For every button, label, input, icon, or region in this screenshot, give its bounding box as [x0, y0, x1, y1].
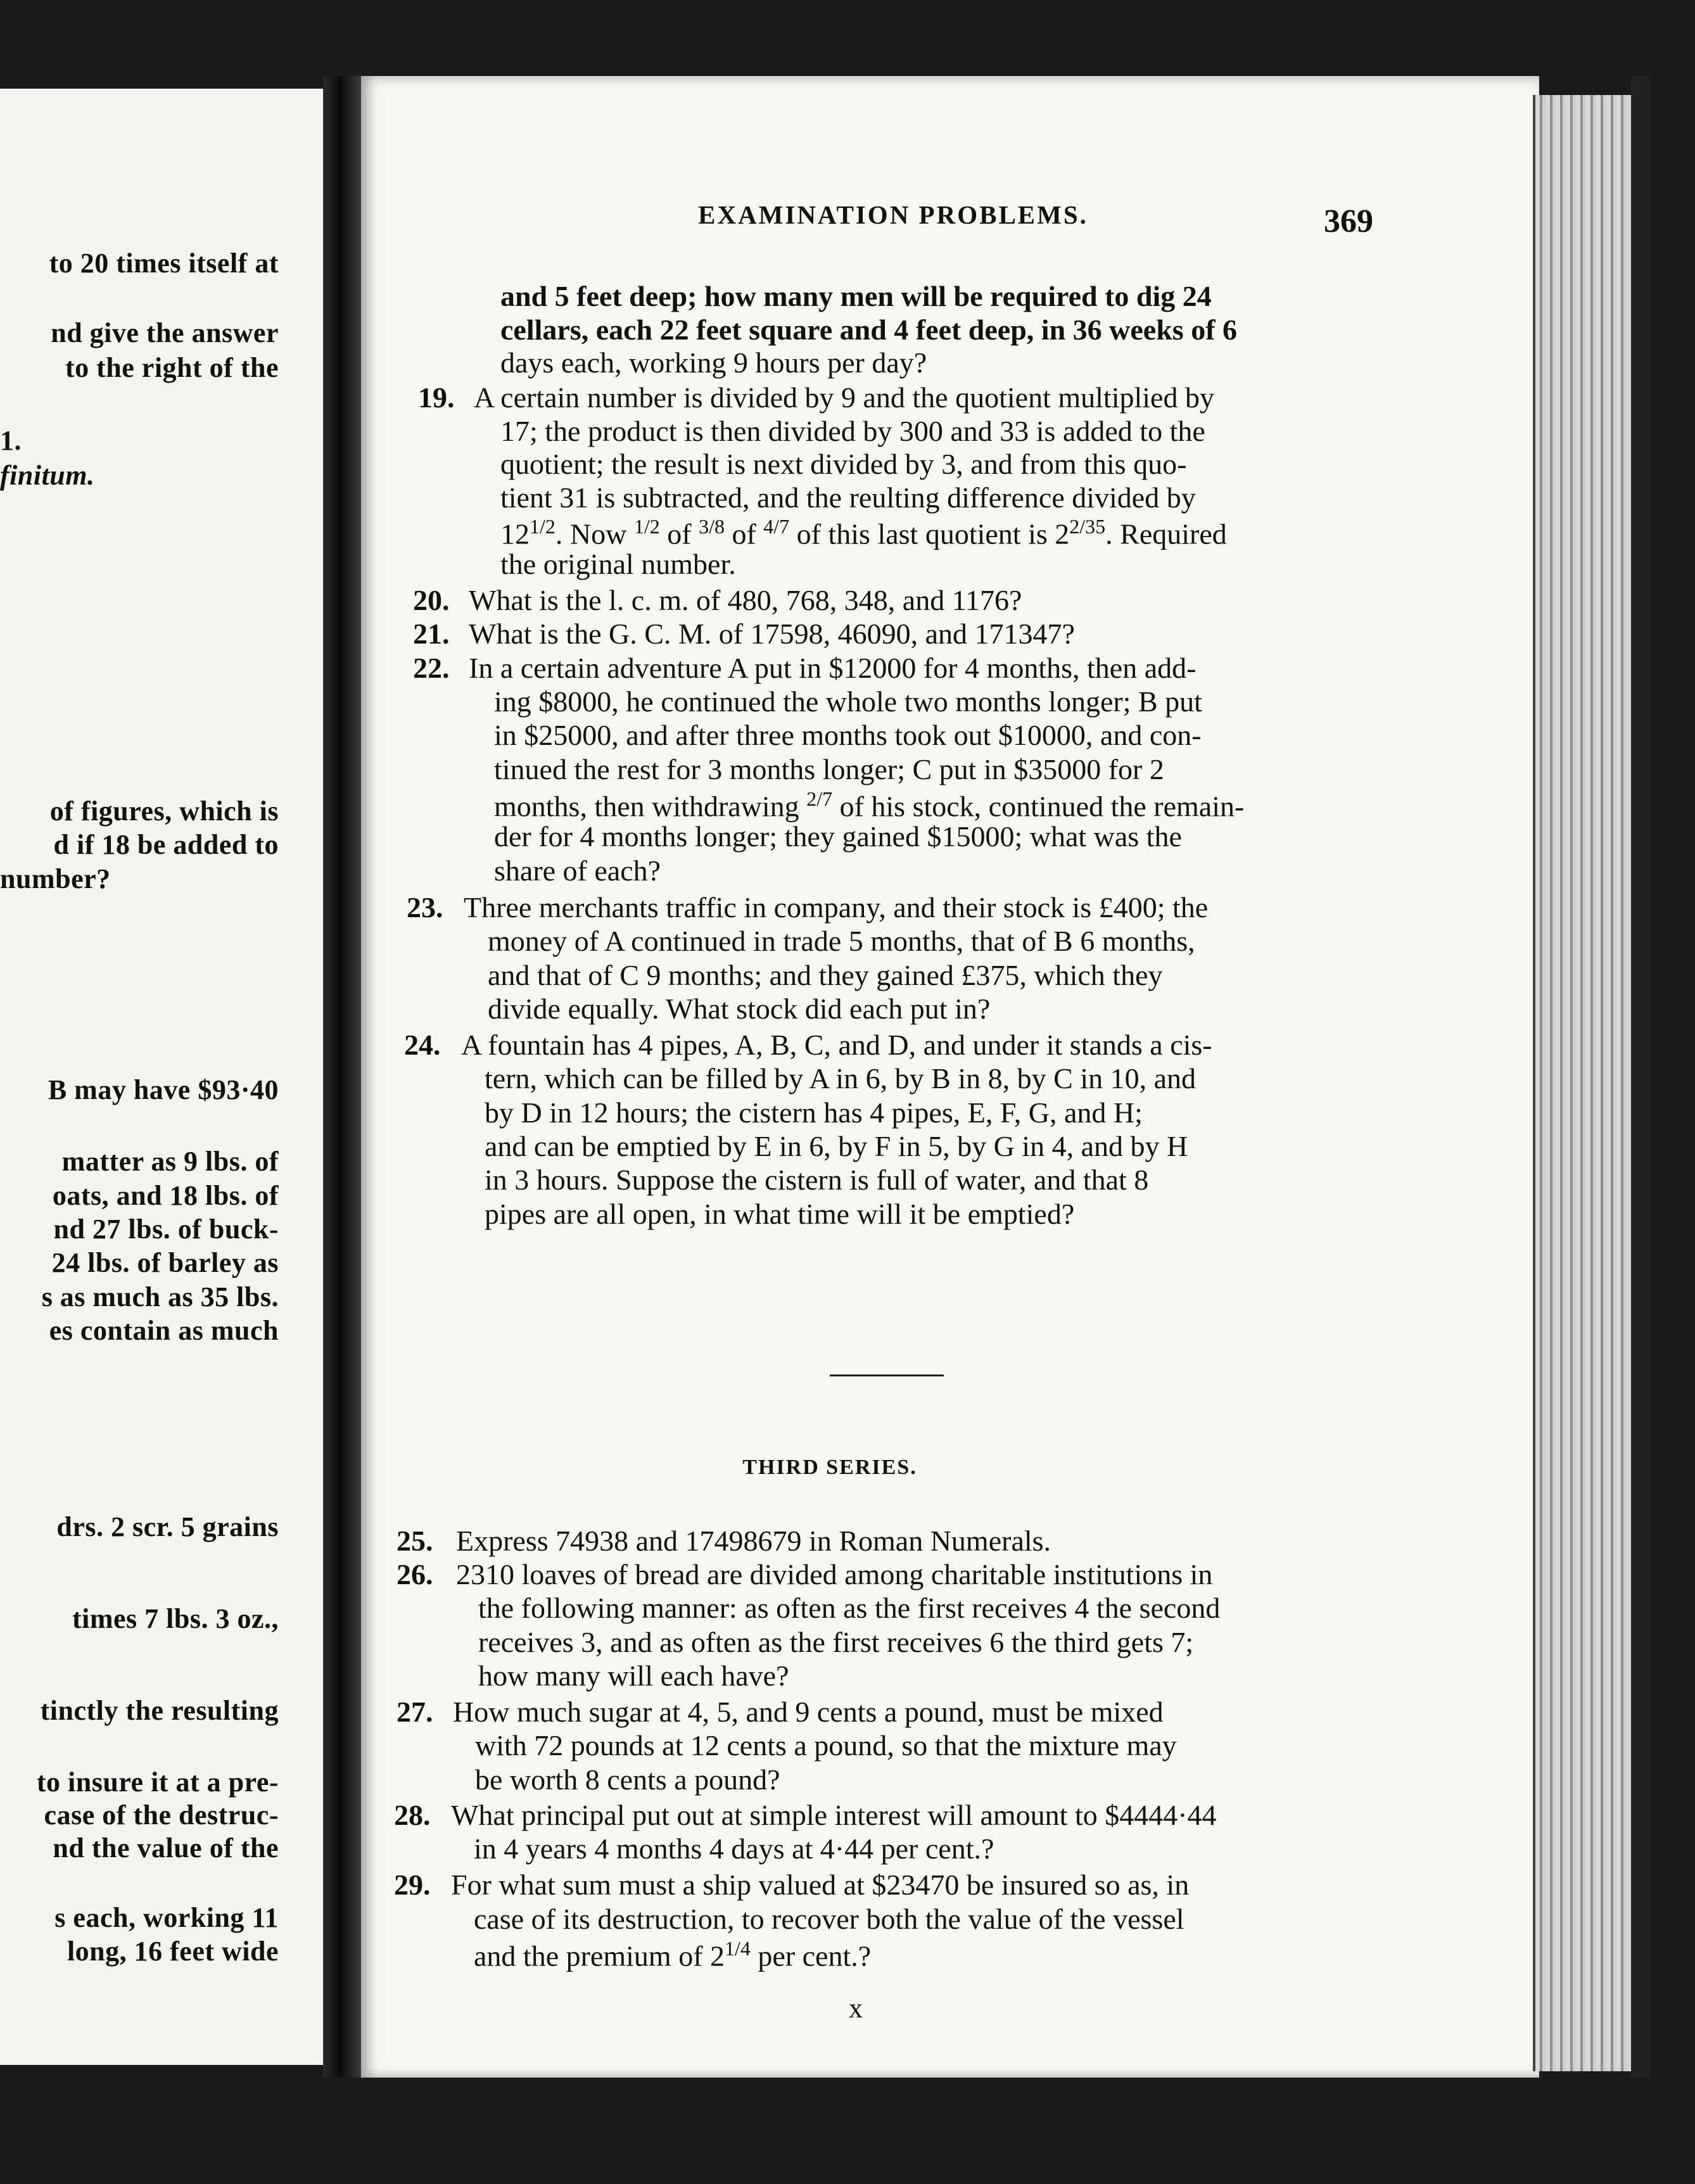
text-run: 12: [500, 517, 530, 550]
text-run: . Now: [555, 517, 634, 550]
fraction: 1/4: [725, 1937, 751, 1960]
text-line: days each, working 9 hours per day?: [500, 346, 927, 379]
left-page: [0, 89, 327, 2065]
text-line: receives 3, and as often as the first receives 6 the third gets 7;: [478, 1626, 1194, 1658]
text-line: with 72 pounds at 12 cents a pound, so that the mixture may: [475, 1729, 1177, 1762]
problem-number: 27.: [397, 1696, 433, 1728]
text-run: of: [724, 517, 764, 550]
text-line: How much sugar at 4, 5, and 9 cents a pound, must be mixed: [453, 1696, 1164, 1728]
text-line: For what sum must a ship valued at $23470 be insured so as, in: [451, 1869, 1190, 1901]
left-fragment: long, 16 feet wide: [67, 1936, 279, 1967]
left-fragment: B may have $93·40: [48, 1074, 279, 1105]
problem-number: 19.: [418, 381, 455, 414]
fraction: 2/35: [1069, 515, 1106, 538]
text-line: and can be emptied by E in 6, by F in 5, by G in 4, and by H: [485, 1130, 1188, 1162]
text-line: 17; the product is then divided by 300 and 33 is added to the: [500, 415, 1205, 447]
left-fragment: drs. 2 scr. 5 grains: [56, 1511, 279, 1542]
fraction: 4/7: [763, 515, 790, 538]
text-line: What principal put out at simple interest will amount to $4444·44: [451, 1799, 1217, 1831]
problem-number: 22.: [413, 652, 450, 684]
left-fragment: to the right of the: [65, 352, 279, 383]
text-line: A fountain has 4 pipes, A, B, C, and D, and under it stands a cis-: [461, 1029, 1212, 1061]
text-line: divide equally. What stock did each put in?: [488, 993, 991, 1025]
text-line: and 5 feet deep; how many men will be required to dig 24: [500, 280, 1212, 312]
fraction: 1/2: [530, 515, 555, 538]
text-line: tinued the rest for 3 months longer; C put in $35000 for 2: [494, 753, 1164, 785]
text-line: In a certain adventure A put in $12000 for 4 months, then add-: [469, 652, 1197, 684]
problem-number: 24.: [404, 1029, 441, 1061]
text-line: how many will each have?: [478, 1660, 789, 1692]
text-line: der for 4 months longer; they gained $15000; what was the: [494, 820, 1182, 853]
problem-number: 29.: [394, 1869, 431, 1901]
text-line: 2310 loaves of bread are divided among charitable institutions in: [456, 1558, 1213, 1590]
text-run: per cent.?: [750, 1940, 872, 1972]
left-fragment: s as much as 35 lbs.: [41, 1281, 279, 1312]
left-fragment: 24 lbs. of barley as: [51, 1247, 279, 1278]
left-fragment: nd 27 lbs. of buck-: [53, 1214, 279, 1245]
text-line: ing $8000, he continued the whole two months longer; B put: [494, 685, 1202, 718]
fraction: 1/2: [633, 515, 660, 538]
text-run: of his stock, continued the remain-: [832, 790, 1245, 823]
left-fragment: d if 18 be added to: [53, 829, 279, 860]
text-line: Express 74938 and 17498679 in Roman Numerals.: [456, 1525, 1051, 1557]
text-line: and that of C 9 months; and they gained £375, which they: [488, 959, 1163, 991]
problem-number: 26.: [397, 1558, 433, 1590]
problem-number: 25.: [397, 1525, 433, 1557]
running-title: EXAMINATION PROBLEMS.: [698, 200, 1088, 229]
text-run: of: [659, 517, 699, 550]
left-fragment: number?: [0, 863, 111, 894]
text-line: What is the l. c. m. of 480, 768, 348, and 1176?: [469, 584, 1022, 616]
left-fragment: finitum.: [0, 460, 95, 491]
section-heading: THIRD SERIES.: [742, 1456, 917, 1479]
text-line: [500, 516, 1227, 549]
text-line: [494, 789, 1244, 821]
left-fragment: es contain as much: [49, 1315, 279, 1346]
left-fragment: to insure it at a pre-: [36, 1767, 279, 1798]
left-fragment: tinctly the resulting: [40, 1695, 279, 1726]
page-number: 369: [1324, 203, 1373, 239]
text-line: be worth 8 cents a pound?: [475, 1763, 780, 1796]
text-run: . Required: [1105, 517, 1227, 550]
left-fragment: 1.: [0, 425, 22, 456]
page: [361, 76, 1539, 2078]
text-line: share of each?: [494, 854, 661, 887]
text-run: months, then withdrawing: [494, 790, 807, 823]
section-rule: [830, 1375, 944, 1376]
left-fragment: times 7 lbs. 3 oz.,: [72, 1603, 279, 1634]
text-line: in 3 hours. Suppose the cistern is full of water, and that 8: [485, 1164, 1149, 1196]
text-line: in 4 years 4 months 4 days at 4·44 per cent.?: [474, 1832, 994, 1865]
left-fragment: nd the value of the: [53, 1832, 279, 1863]
text-line: the original number.: [500, 548, 736, 580]
left-fragment: nd give the answer: [51, 317, 279, 348]
text-line: cellars, each 22 feet square and 4 feet deep, in 36 weeks of 6: [500, 314, 1238, 346]
bottom-mark: x: [849, 1993, 863, 2024]
text-line: [474, 1938, 871, 1971]
problem-number: 23.: [407, 891, 443, 924]
text-line: in $25000, and after three months took out $10000, and con-: [494, 719, 1202, 751]
problem-number: 21.: [413, 618, 450, 650]
problem-number: 28.: [394, 1799, 431, 1831]
text-run: of this last quotient is 2: [789, 517, 1070, 550]
text-line: money of A continued in trade 5 months, that of B 6 months,: [488, 925, 1195, 957]
left-fragment: oats, and 18 lbs. of: [52, 1180, 279, 1211]
text-line: tern, which can be filled by A in 6, by B in 8, by C in 10, and: [485, 1062, 1197, 1095]
left-fragment: s each, working 11: [54, 1902, 279, 1933]
text-line: case of its destruction, to recover both the value of the vessel: [474, 1903, 1184, 1935]
left-fragment: matter as 9 lbs. of: [61, 1146, 279, 1177]
text-line: A certain number is divided by 9 and the quotient multiplied by: [474, 381, 1214, 414]
text-line: quotient; the result is next divided by 3, and from this quo-: [500, 448, 1187, 480]
text-line: pipes are all open, in what time will it be emptied?: [485, 1198, 1075, 1230]
book-gutter: [323, 76, 361, 2078]
problem-number: 20.: [413, 584, 450, 616]
text-line: by D in 12 hours; the cistern has 4 pipes, E, F, G, and H;: [485, 1096, 1143, 1129]
text-line: tient 31 is subtracted, and the reulting difference divided by: [500, 481, 1196, 514]
text-line: What is the G. C. M. of 17598, 46090, and 171347?: [469, 618, 1075, 650]
left-fragment: case of the destruc-: [44, 1800, 279, 1831]
left-fragment: to 20 times itself at: [49, 248, 279, 279]
page-edges: [1533, 95, 1637, 2071]
fraction: 2/7: [806, 787, 833, 810]
text-line: the following manner: as often as the first receives 4 the second: [478, 1592, 1221, 1624]
fraction: 3/8: [699, 515, 725, 538]
text-line: Three merchants traffic in company, and their stock is £400; the: [464, 891, 1209, 924]
text-run: and the premium of 2: [474, 1940, 725, 1972]
book-cover-edge: [1631, 76, 1650, 2078]
left-fragment: of figures, which is: [49, 796, 279, 827]
